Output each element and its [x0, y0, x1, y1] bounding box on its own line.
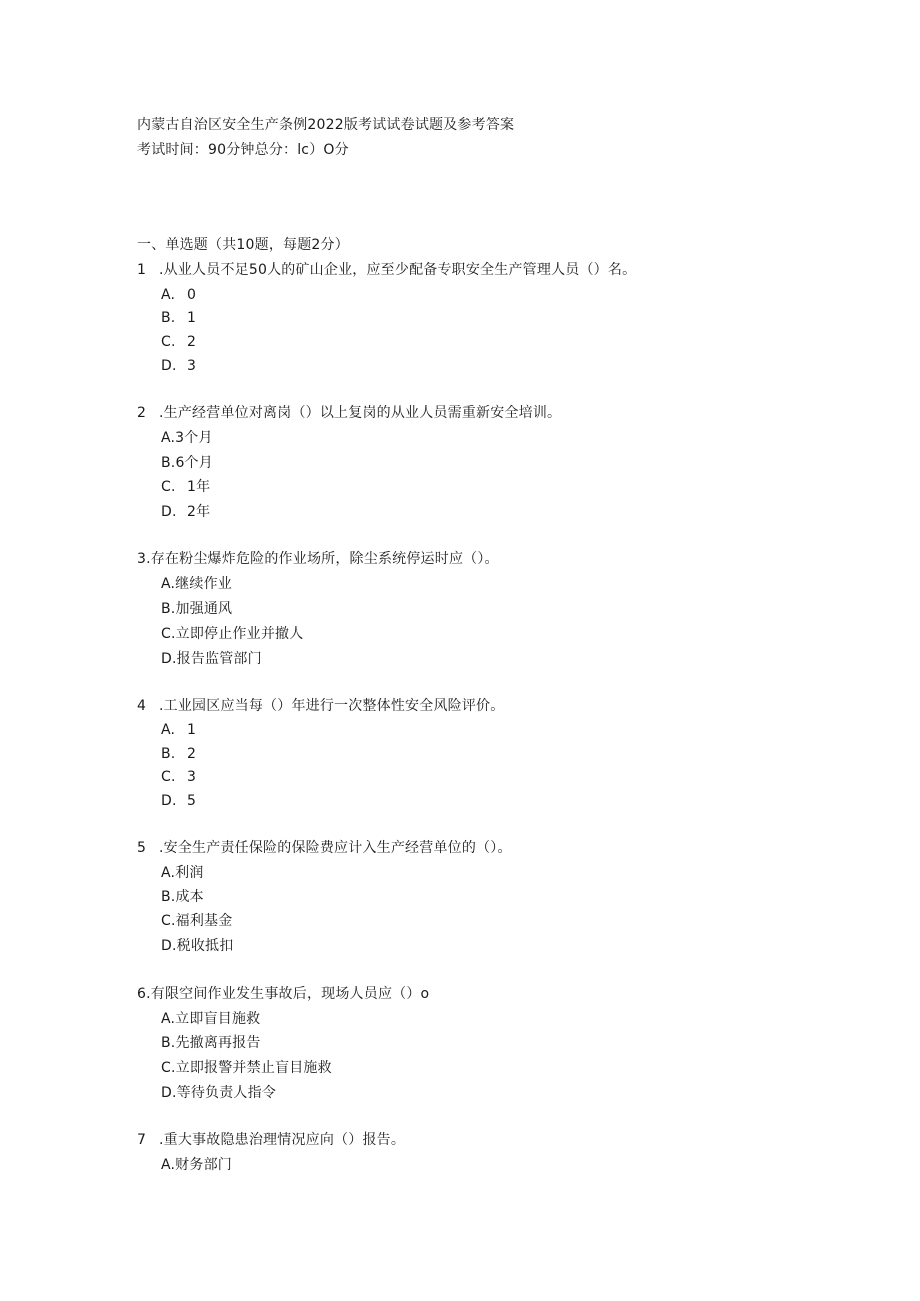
document-title: 内蒙古自治区安全生产条例2022版考试试卷试题及参考答案	[137, 117, 515, 133]
question-2	[137, 404, 561, 422]
option-text: 1	[187, 722, 197, 738]
question-4	[137, 697, 504, 715]
q1-option-b	[161, 309, 196, 327]
question-number: 1	[137, 262, 147, 278]
option-letter: A.	[161, 722, 176, 738]
option-letter: D.	[161, 793, 177, 809]
option-text: 0	[187, 287, 197, 303]
q3-option-a: A.继续作业	[161, 576, 232, 592]
option-text: 5	[187, 793, 197, 809]
q2-option-c	[161, 478, 210, 496]
option-text: 2年	[187, 504, 211, 520]
q6-option-a: A.立即盲目施救	[161, 1011, 261, 1027]
option-letter: B.	[161, 310, 176, 326]
question-number: 2	[137, 405, 147, 421]
q1-option-a	[161, 286, 196, 304]
question-1	[137, 261, 636, 279]
question-text: .从业人员不足50人的矿山企业，应至少配备专职安全生产管理人员（）名。	[159, 262, 637, 278]
option-text: 2	[187, 746, 197, 762]
question-text: .工业园区应当每（）年进行一次整体性安全风险评价。	[159, 698, 505, 714]
option-letter: A.	[161, 287, 176, 303]
option-text: 1年	[187, 479, 211, 495]
q5-option-a: A.利润	[161, 865, 204, 881]
q2-option-a: A.3个月	[161, 430, 213, 446]
q6-option-d: D.等待负责人指令	[161, 1085, 277, 1101]
question-number: 4	[137, 698, 147, 714]
q6-option-c: C.立即报警并禁止盲目施救	[161, 1060, 332, 1076]
option-letter: C.	[161, 479, 176, 495]
option-letter: D.	[161, 358, 177, 374]
q6-option-b: B.先撤离再报告	[161, 1035, 261, 1051]
exam-info: 考试时间：90分钟总分：lc）O分	[137, 142, 349, 158]
q4-option-a	[161, 721, 196, 739]
q4-option-d	[161, 792, 196, 810]
option-letter: D.	[161, 504, 177, 520]
question-3: 3.存在粉尘爆炸危险的作业场所，除尘系统停运时应（）。	[137, 551, 499, 567]
question-7	[137, 1131, 405, 1149]
question-text: .生产经营单位对离岗（）以上复岗的从业人员需重新安全培训。	[159, 405, 562, 421]
section-heading: 一、单选题（共10题，每题2分）	[137, 237, 349, 253]
option-text: 3	[187, 769, 197, 785]
q7-option-a: A.财务部门	[161, 1157, 232, 1173]
question-6: 6.有限空间作业发生事故后，现场人员应（）o	[137, 986, 430, 1002]
q4-option-c	[161, 768, 196, 786]
option-text: 2	[187, 334, 197, 350]
q2-option-d	[161, 503, 210, 521]
question-5	[137, 839, 512, 857]
q5-option-b: B.成本	[161, 889, 204, 905]
question-text: .安全生产责任保险的保险费应计入生产经营单位的（）。	[159, 840, 512, 856]
question-number: 5	[137, 840, 147, 856]
q5-option-c: C.福利基金	[161, 913, 233, 929]
option-letter: B.	[161, 746, 176, 762]
q3-option-d: D.报告监管部门	[161, 651, 262, 667]
option-letter: C.	[161, 769, 176, 785]
q3-option-c: C.立即停止作业并撤人	[161, 626, 304, 642]
q2-option-b: B.6个月	[161, 455, 213, 471]
q1-option-c	[161, 333, 196, 351]
option-letter: C.	[161, 334, 176, 350]
option-text: 3	[187, 358, 197, 374]
q3-option-b: B.加强通风	[161, 601, 233, 617]
q4-option-b	[161, 745, 196, 763]
q5-option-d: D.税收抵扣	[161, 938, 234, 954]
question-text: .重大事故隐患治理情况应向（）报告。	[159, 1132, 406, 1148]
question-number: 7	[137, 1132, 147, 1148]
q1-option-d	[161, 357, 196, 375]
option-text: 1	[187, 310, 197, 326]
